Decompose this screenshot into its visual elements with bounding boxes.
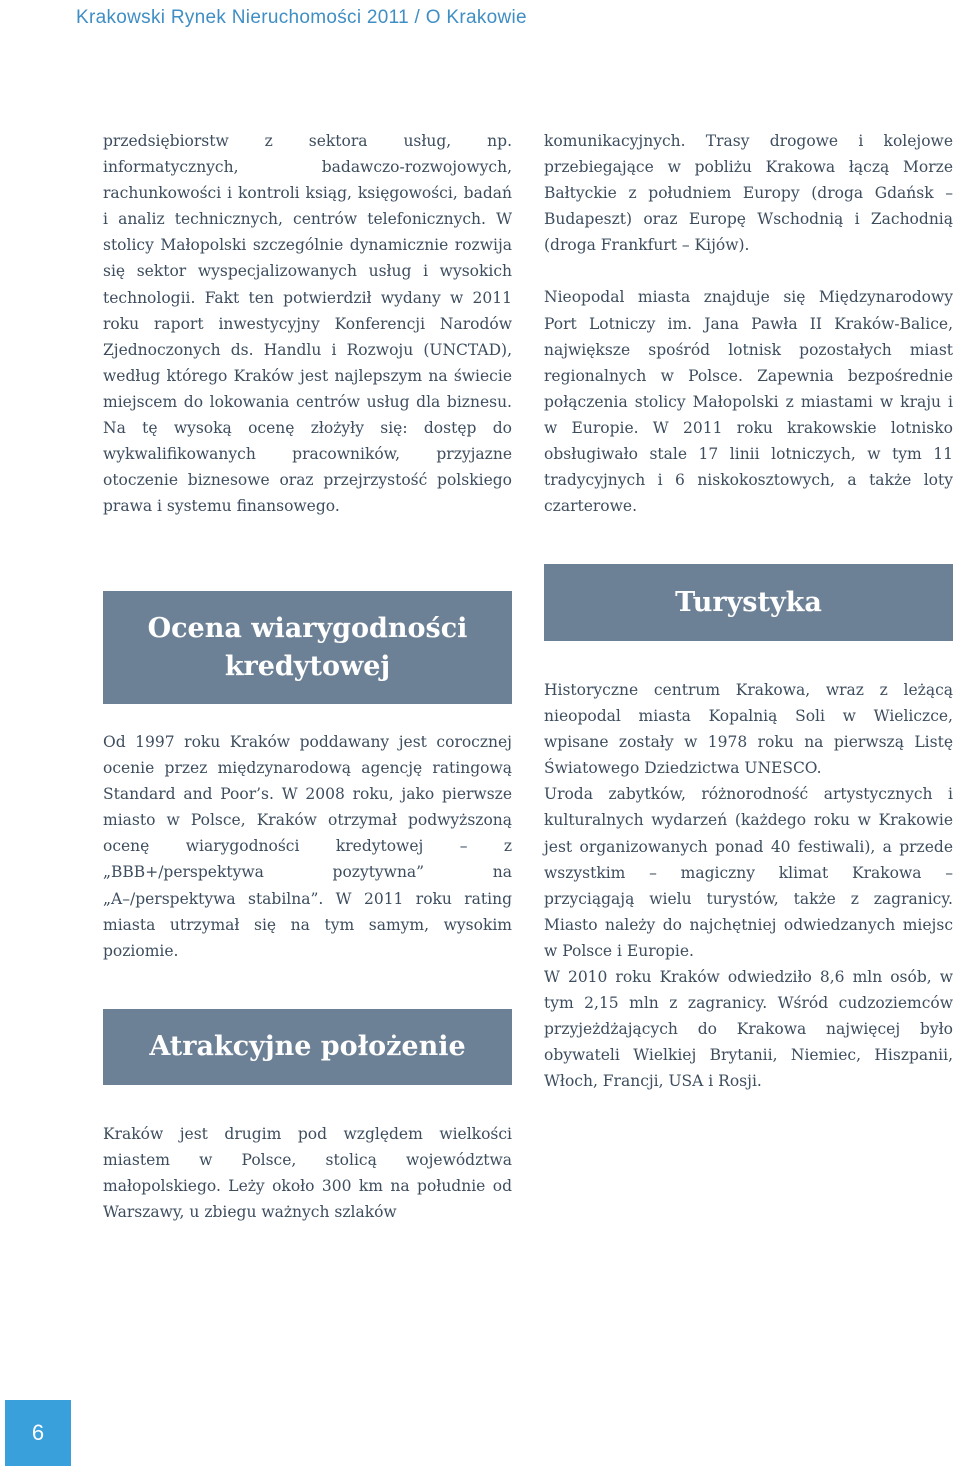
paragraph: komunikacyjnych. Trasy drogowe i kolejowe przebiegające w pobliżu Krakowa łączą Morze Bałtyckie z południem Europy (droga Gdańsk – Budapeszt) oraz Europę Wschodnią i Zachodnią (droga Frankfurt – Kijów). bbox=[544, 132, 953, 255]
tourism-text-block bbox=[544, 677, 953, 1095]
paragraph: Historyczne centrum Krakowa, wraz z leżącą nieopodal miasta Kopalnią Soli w Wieliczce, wpisane zostały w 1978 roku na pierwszą Listę Światowego Dziedzictwa UNESCO. bbox=[544, 681, 953, 778]
paragraph: Nieopodal miasta znajduje się Międzynarodowy Port Lotniczy im. Jana Pawła II Kraków-Balice, największe spośród lotnisk pozostałych miast regionalnych w Polsce. Zapewnia bezpośrednie połączenia stolicy Małopolski z miastami w kraju i w Europie. W 2011 roku krakowskie lotnisko obsługiwało stale 17 linii lotniczych, w tym 11 tradycyjnych i 6 niskokosztowych, a także loty czarterowe. bbox=[544, 288, 953, 516]
section-heading-location bbox=[103, 1009, 512, 1085]
location-text-block bbox=[103, 1121, 512, 1225]
running-header: Krakowski Rynek Nieruchomości 2011 / O Krakowie bbox=[76, 7, 527, 28]
section-heading-line: Atrakcyjne położenie bbox=[149, 1031, 466, 1062]
section-heading-credit-rating bbox=[103, 591, 512, 704]
section-heading-tourism bbox=[544, 564, 953, 641]
section-heading-line: Ocena wiarygodności bbox=[147, 612, 468, 644]
page-number-badge: 6 bbox=[5, 1400, 71, 1466]
paragraph: przedsiębiorstw z sektora usług, np. informatycznych, badawczo-rozwojowych, rachunkowości i kontroli ksiąg, księgowości, badań i analiz technicznych, centrów telefonicznych. W stolicy Małopolski szczególnie dynamicznie rozwija się sektor wyspecjalizowanych usług i wysokich technologii. Fakt ten potwierdził wydany w 2011 roku raport inwestycyjny Konferencji Narodów Zjednoczonych ds. Handlu i Rozwoju (UNCTAD), według którego Kraków jest najlepszym na świecie miejscem do lokowania centrów usług dla biznesu. Na tę wysoką ocenę złożyły się: dostęp do wykwalifikowanych pracowników, przyjazne otoczenie biznesowe oraz przejrzystość polskiego prawa i systemu finansowego. bbox=[103, 132, 512, 516]
credit-rating-text-block bbox=[103, 729, 512, 964]
right-top-text-block bbox=[544, 128, 953, 519]
section-heading-line: kredytowej bbox=[224, 650, 391, 682]
paragraph: Od 1997 roku Kraków poddawany jest corocznej ocenie przez międzynarodową agencję ratingową Standard and Poor’s. W 2008 roku, jako pierwsze miasto w Polsce, Kraków otrzymał podwyższoną ocenę wiarygodności kredytowej – z „BBB+/perspektywa pozytywna” na „A–/perspektywa stabilna”. W 2011 roku rating miasta utrzymał się na tym samym, wysokim poziomie. bbox=[103, 733, 512, 960]
section-heading-line: Turystyka bbox=[675, 586, 822, 618]
paragraph: Kraków jest drugim pod względem wielkości miastem w Polsce, stolicą województwa małopolskiego. Leży około 300 km na południe od Warszawy, u zbiegu ważnych szlaków bbox=[103, 1125, 512, 1222]
paragraph: W 2010 roku Kraków odwiedziło 8,6 mln osób, w tym 2,15 mln z zagranicy. Wśród cudzoziemców przyjeżdżających do Krakowa najwięcej było obywateli Wielkiej Brytanii, Niemiec, Hiszpanii, Włoch, Francji, USA i Rosji. bbox=[544, 968, 953, 1091]
paragraph: Uroda zabytków, różnorodność artystycznych i kulturalnych wydarzeń (każdego roku w Krakowie jest organizowanych ponad 40 festiwali), a przede wszystkim – magiczny klimat Krakowa – przyciągają wielu turystów, także z zagranicy. Miasto należy do najchętniej odwiedzanych miejsc w Polsce i Europie. bbox=[544, 785, 953, 960]
left-top-text-block bbox=[103, 128, 512, 519]
